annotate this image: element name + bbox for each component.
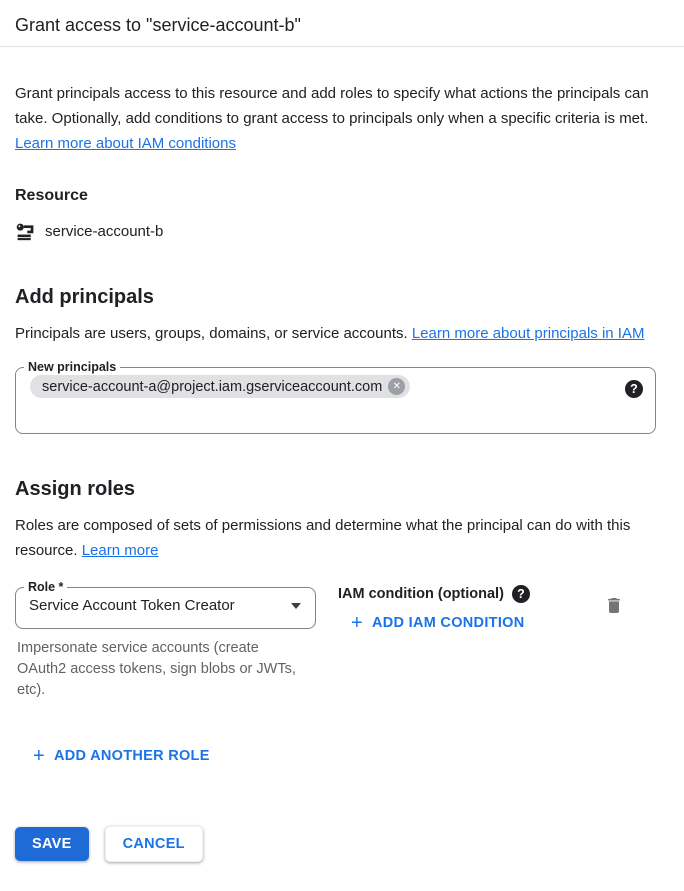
- iam-condition-column: [338, 580, 604, 634]
- add-another-role-label: ADD ANOTHER ROLE: [53, 748, 210, 764]
- dialog-title: Grant access to "service-account-b": [15, 15, 301, 35]
- learn-more-iam-conditions-link[interactable]: Learn more about IAM conditions: [15, 135, 236, 152]
- add-iam-condition-button[interactable]: [351, 612, 525, 634]
- dialog-body: [0, 81, 684, 862]
- intro-text: [15, 81, 667, 156]
- learn-more-principals-link[interactable]: Learn more about principals in IAM: [411, 325, 645, 342]
- service-account-icon: [15, 221, 36, 242]
- chevron-down-icon: [291, 603, 301, 609]
- add-another-role-button[interactable]: [33, 745, 210, 767]
- assign-roles-description: [15, 513, 667, 563]
- role-select[interactable]: [15, 580, 316, 629]
- role-selected-value: Service Account Token Creator: [29, 597, 235, 614]
- plus-icon: +: [33, 745, 45, 767]
- delete-icon: [604, 595, 624, 616]
- add-principals-heading: Add principals: [15, 286, 154, 308]
- add-principals-description: [15, 321, 667, 346]
- iam-condition-help-icon[interactable]: ?: [512, 585, 530, 603]
- cancel-button[interactable]: CANCEL: [105, 826, 203, 862]
- add-iam-condition-label: ADD IAM CONDITION: [371, 615, 525, 631]
- principal-chip[interactable]: [30, 375, 410, 398]
- resource-heading: Resource: [15, 187, 88, 204]
- learn-more-roles-link[interactable]: Learn more: [81, 542, 159, 559]
- plus-icon: +: [351, 612, 363, 634]
- iam-condition-label: IAM condition (optional): [338, 586, 504, 602]
- save-button[interactable]: SAVE: [15, 827, 89, 861]
- principals-help-icon[interactable]: ?: [625, 380, 643, 398]
- principal-chip-text: service-account-a@project.iam.gserviceaccount.com: [42, 378, 383, 395]
- role-select-label: Role *: [28, 580, 64, 594]
- new-principals-input[interactable]: [16, 374, 655, 398]
- resource-name: service-account-b: [45, 223, 164, 240]
- new-principals-label: New principals: [28, 360, 117, 374]
- role-description: Impersonate service accounts (create OAuth2 access tokens, sign blobs or JWTs, etc).: [17, 640, 296, 698]
- role-row: [15, 580, 669, 701]
- assign-roles-description-main: Roles are composed of sets of permissions and determine what the principal can do with this resource.: [15, 517, 631, 559]
- new-principals-field[interactable]: [15, 360, 656, 434]
- delete-role-button[interactable]: [604, 595, 624, 619]
- role-column: [15, 580, 316, 701]
- title-divider: [0, 46, 684, 47]
- intro-text-main: Grant principals access to this resource and add roles to specify what actions the principals can take. Optionally, add conditions to grant access to principals only when a specific criteria is met.: [15, 85, 649, 127]
- assign-roles-heading: Assign roles: [15, 478, 136, 500]
- add-principals-description-main: Principals are users, groups, domains, or service accounts.: [15, 325, 412, 342]
- dialog-actions: [15, 826, 669, 862]
- chip-remove-icon[interactable]: ✕: [388, 378, 405, 395]
- resource-row: [15, 221, 669, 242]
